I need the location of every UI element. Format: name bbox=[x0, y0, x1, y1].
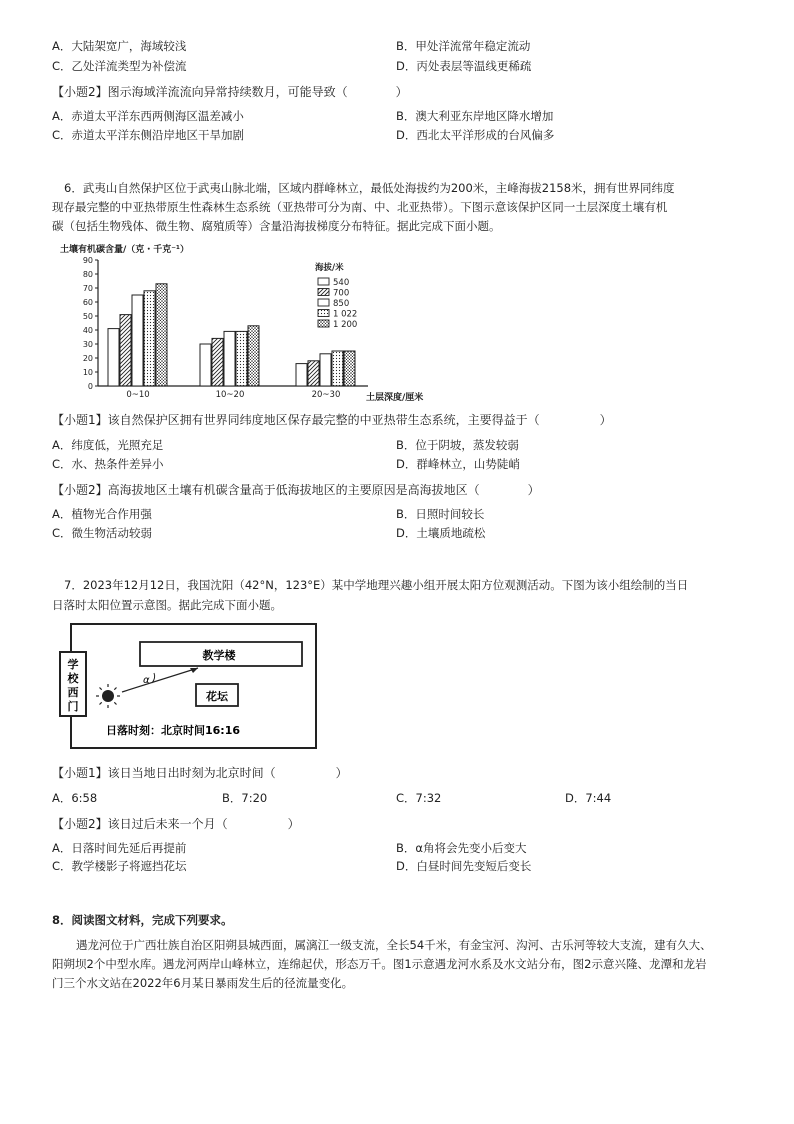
y-tick-label: 40 bbox=[82, 326, 93, 335]
legend-swatch bbox=[318, 310, 329, 317]
y-tick-label: 90 bbox=[82, 256, 93, 265]
q5-sub2-option-d[interactable]: D．西北太平洋形成的台风偏多 bbox=[396, 128, 555, 142]
legend-swatch bbox=[318, 299, 329, 306]
y-tick-label: 50 bbox=[82, 312, 93, 321]
q7-sub1-option-d[interactable]: D．7:44 bbox=[565, 791, 612, 805]
q7-sub1-stem: 【小题1】该日当地日出时刻为北京时间（ ） bbox=[52, 766, 348, 780]
bar-540-0 bbox=[108, 329, 119, 386]
q5-sub2-option-b[interactable]: B．澳大利亚东岸地区降水增加 bbox=[396, 109, 554, 123]
q7-intro-line-2: 日落时太阳位置示意图。据此完成下面小题。 bbox=[52, 598, 282, 612]
bar-1200-0 bbox=[156, 284, 167, 386]
teaching-building-label: 教学楼 bbox=[202, 649, 236, 662]
flower-bed-label: 花坛 bbox=[206, 690, 228, 703]
q6-sub2-option-c[interactable]: C．微生物活动较弱 bbox=[52, 526, 153, 540]
legend-swatch bbox=[318, 278, 329, 285]
x-tick-label: 10~20 bbox=[215, 390, 245, 400]
soil-carbon-bar-chart bbox=[56, 240, 436, 405]
gate-char-3: 西 bbox=[67, 686, 79, 699]
q7-sub2-option-d[interactable]: D．白昼时间先变短后变长 bbox=[396, 859, 532, 873]
y-tick-label: 20 bbox=[82, 354, 93, 363]
q6-intro-line-3: 碳（包括生物残体、微生物、腐殖质等）含量沿海拔梯度分布特征。据此完成下面小题。 bbox=[52, 219, 501, 233]
bar-540-1 bbox=[200, 344, 211, 386]
q6-intro-line-2: 现存最完整的中亚热带原生性森林生态系统（亚热带可分为南、中、北亚热带）。下图示意该保护区同一土层深度土壤有机 bbox=[52, 200, 668, 214]
q7-intro-line-1: 7．2023年12月12日，我国沈阳（42°N，123°E）某中学地理兴趣小组开展太阳方位观测活动。下图为该小组绘制的当日 bbox=[64, 578, 689, 592]
sunset-time-label: 日落时刻：北京时间16:16 bbox=[106, 724, 241, 737]
gate-char-1: 学 bbox=[67, 658, 79, 671]
q6-sub1-option-c[interactable]: C．水、热条件差异小 bbox=[52, 457, 164, 471]
bar-700-2 bbox=[308, 361, 319, 386]
sunset-position-diagram bbox=[56, 620, 326, 752]
q6-sub2-stem: 【小题2】高海拔地区土壤有机碳含量高于低海拔地区的主要原因是高海拔地区（ ） bbox=[52, 483, 540, 497]
legend-swatch bbox=[318, 320, 329, 327]
q6-sub1-stem: 【小题1】该自然保护区拥有世界同纬度地区保存最完整的中亚热带生态系统，主要得益于（ ） bbox=[52, 413, 612, 427]
legend-swatch bbox=[318, 289, 329, 296]
q8-para-line-3: 门三个水文站在2022年6月某日暴雨发生后的径流量变化。 bbox=[52, 976, 354, 990]
x-tick-label: 0~10 bbox=[126, 390, 150, 400]
q5-sub2-option-c[interactable]: C．赤道太平洋东侧沿岸地区干旱加剧 bbox=[52, 128, 245, 142]
bar-700-1 bbox=[212, 338, 223, 386]
x-tick-label: 20~30 bbox=[311, 390, 341, 400]
chart-y-axis-label: 土壤有机碳含量/（克・千克⁻¹） bbox=[60, 245, 189, 255]
legend-title: 海拔/米 bbox=[315, 263, 344, 273]
q6-sub1-option-d[interactable]: D．群峰林立，山势陡峭 bbox=[396, 457, 520, 471]
legend-label: 1 022 bbox=[333, 309, 358, 320]
q7-sub2-option-b[interactable]: B．α角将会先变小后变大 bbox=[396, 841, 527, 855]
q6-sub2-option-b[interactable]: B．日照时间较长 bbox=[396, 507, 485, 521]
q5-sub1-option-a[interactable]: A．大陆架宽广，海域较浅 bbox=[52, 39, 187, 53]
q5-sub2-stem: 【小题2】图示海域洋流流向异常持续数月，可能导致（ ） bbox=[52, 85, 408, 99]
bar-540-2 bbox=[296, 364, 307, 386]
bar-1200-1 bbox=[248, 326, 259, 386]
bar-850-2 bbox=[320, 354, 331, 386]
bar-1022-1 bbox=[236, 331, 247, 386]
legend-label: 700 bbox=[333, 288, 350, 299]
legend-label: 540 bbox=[333, 278, 350, 288]
q5-sub1-option-b[interactable]: B．甲处洋流常年稳定流动 bbox=[396, 39, 531, 53]
y-tick-label: 10 bbox=[82, 368, 93, 377]
bar-700-0 bbox=[120, 315, 131, 386]
q7-sub1-option-c[interactable]: C．7:32 bbox=[396, 791, 442, 805]
q7-sub1-option-a[interactable]: A．6:58 bbox=[52, 791, 98, 805]
bar-1022-0 bbox=[144, 291, 155, 386]
q6-sub2-option-d[interactable]: D．土壤质地疏松 bbox=[396, 526, 486, 540]
bar-1200-2 bbox=[344, 351, 355, 386]
q7-sub2-option-a[interactable]: A．日落时间先延后再提前 bbox=[52, 841, 187, 855]
gate-char-2: 校 bbox=[67, 672, 79, 685]
legend-label: 850 bbox=[333, 299, 350, 309]
q6-sub1-option-b[interactable]: B．位于阴坡，蒸发较弱 bbox=[396, 438, 519, 452]
q8-para-line-2: 阳朔坝2个中型水库。遇龙河两岸山峰林立，连绵起伏，形态万千。图1示意遇龙河水系及水文站分布，图2示意兴隆、龙潭和龙岩 bbox=[52, 957, 707, 971]
q5-sub2-option-a[interactable]: A．赤道太平洋东西两侧海区温差减小 bbox=[52, 109, 244, 123]
q6-intro-line-1: 6．武夷山自然保护区位于武夷山脉北端，区域内群峰林立，最低处海拔约为200米，主峰海拔2158米，拥有世界同纬度 bbox=[64, 181, 675, 195]
q6-sub2-option-a[interactable]: A．植物光合作用强 bbox=[52, 507, 152, 521]
alpha-label: α bbox=[143, 675, 150, 686]
q5-sub1-option-c[interactable]: C．乙处洋流类型为补偿流 bbox=[52, 59, 187, 73]
bar-850-0 bbox=[132, 295, 143, 386]
y-tick-label: 80 bbox=[82, 270, 93, 279]
y-tick-label: 30 bbox=[82, 340, 93, 349]
q8-title: 8．阅读图文材料，完成下列要求。 bbox=[52, 913, 233, 927]
chart-x-axis-label: 土层深度/厘米 bbox=[366, 393, 424, 403]
legend-label: 1 200 bbox=[333, 320, 358, 330]
bar-850-1 bbox=[224, 331, 235, 386]
y-tick-label: 60 bbox=[82, 298, 93, 307]
q7-sub2-option-c[interactable]: C．教学楼影子将遮挡花坛 bbox=[52, 859, 187, 873]
q6-sub1-option-a[interactable]: A．纬度低，光照充足 bbox=[52, 438, 164, 452]
y-tick-label: 70 bbox=[82, 284, 93, 293]
q5-sub1-option-d[interactable]: D．丙处表层等温线更稀疏 bbox=[396, 59, 532, 73]
bar-1022-2 bbox=[332, 351, 343, 386]
q7-sub1-option-b[interactable]: B．7:20 bbox=[222, 791, 268, 805]
y-tick-label: 0 bbox=[87, 382, 93, 391]
q7-sub2-stem: 【小题2】该日过后未来一个月（ ） bbox=[52, 817, 300, 831]
gate-char-4: 门 bbox=[67, 700, 79, 713]
q8-para-line-1: 遇龙河位于广西壮族自治区阳朔县城西面，属漓江一级支流，全长54千米，有金宝河、沟河、古乐河等较大支流，建有久大、 bbox=[76, 938, 712, 952]
